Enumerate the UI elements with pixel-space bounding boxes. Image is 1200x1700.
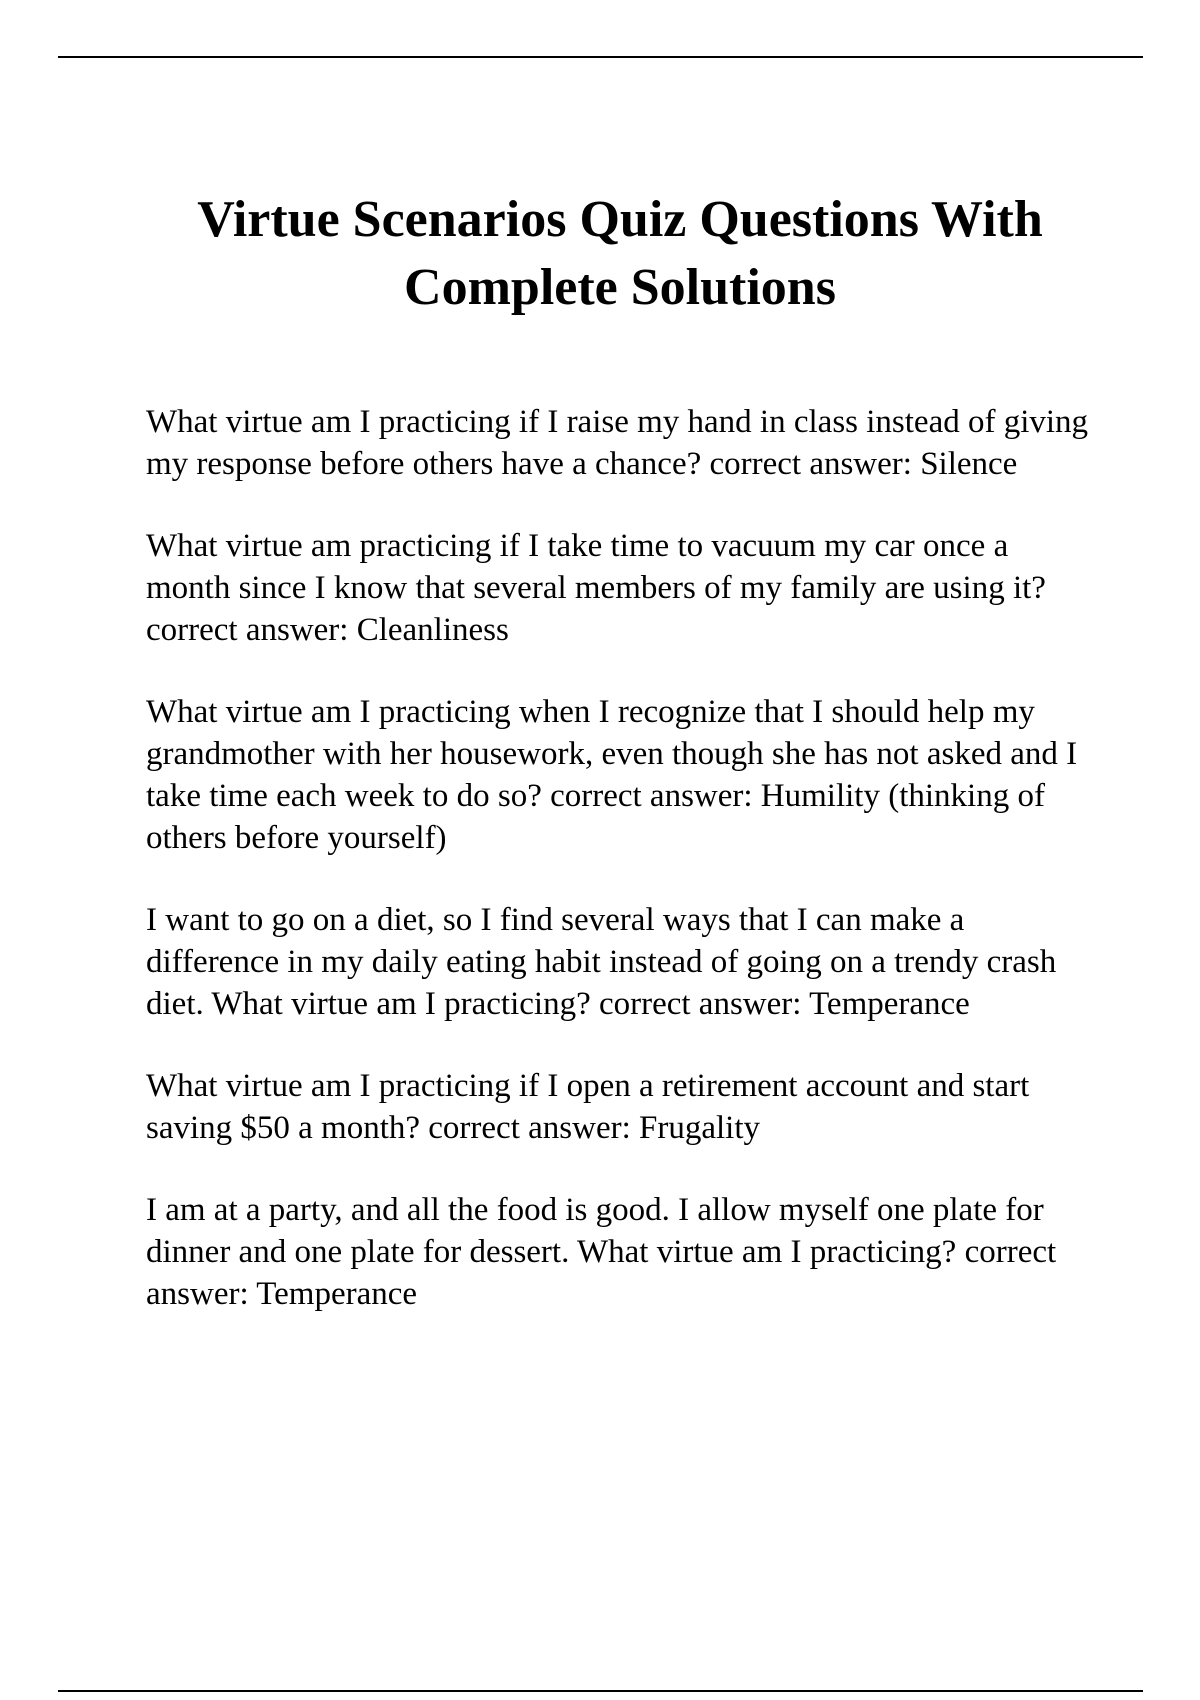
- question-text: What virtue am I practicing if I raise my hand in class instead of giving my response before others have a chance? correct answer: Silence: [146, 404, 1089, 482]
- top-rule: [58, 56, 1143, 58]
- question-list: [146, 401, 1096, 1355]
- question-item-2: [146, 525, 1096, 651]
- question-text: What virtue am I practicing when I recognize that I should help my grandmother with her housework, even though she has not asked and I take time each week to do so? correct answer: Humility (thinking of others before yourself): [146, 694, 1078, 856]
- question-item-1: [146, 401, 1096, 485]
- question-text: I am at a party, and all the food is good. I allow myself one plate for dinner and one plate for dessert. What virtue am I practicing? correct answer: Temperance: [146, 1192, 1057, 1312]
- question-item-3: [146, 691, 1096, 859]
- bottom-rule: [58, 1690, 1143, 1692]
- question-item-6: [146, 1189, 1096, 1315]
- question-item-4: [146, 899, 1096, 1025]
- question-text: What virtue am practicing if I take time to vacuum my car once a month since I know that several members of my family are using it? correct answer: Cleanliness: [146, 528, 1046, 648]
- document-title: Virtue Scenarios Quiz Questions With Complete Solutions: [197, 191, 1043, 316]
- question-text: What virtue am I practicing if I open a retirement account and start saving $50 a month? correct answer: Frugality: [146, 1068, 1030, 1146]
- question-item-5: [146, 1065, 1096, 1149]
- question-text: I want to go on a diet, so I find several ways that I can make a difference in my daily eating habit instead of going on a trendy crash diet. What virtue am I practicing? correct answer: Temperance: [146, 902, 1057, 1022]
